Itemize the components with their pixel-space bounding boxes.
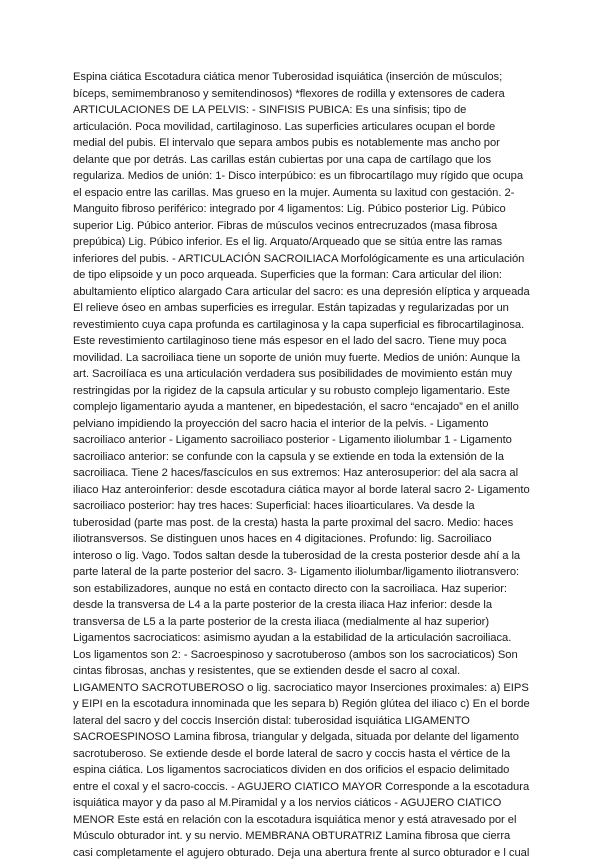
text-line: delante que por detrás. Las carillas están cubiertas por una capa de cartílago que los	[73, 152, 525, 169]
text-line: superior Lig. Púbico anterior. Fibras de músculos vecinos entrecruzados (masa fibrosa	[73, 218, 525, 235]
text-line: Espina ciática Escotadura ciática menor Tuberosidad isquiática (inserción de músculos;	[73, 69, 525, 86]
text-line: medial del pubis. El intervalo que separa ambos pubis es notablemente mas ancho por	[73, 135, 525, 152]
text-line: restringidas por la rigidez de la capsula articular y su robusto complejo ligamentario. Este	[73, 383, 525, 400]
text-line: prepúbica) Lig. Púbico inferior. Es el lig. Arquato/Arqueado que se sitúa entre las ramas	[73, 234, 525, 251]
text-line: tuberosidad (parte mas post. de la cresta) hasta la parte proximal del sacro. Medio: haces	[73, 515, 525, 532]
text-line: son estabilizadores, aunque no está en contacto directo con la sacroiliaca. Haz superior:	[73, 581, 525, 598]
text-line: espina ciática. Los ligamentos sacrociaticos dividen en dos orificios el espacio delimitado	[73, 762, 525, 779]
text-line: casi completamente el agujero obturado. Deja una abertura frente al surco obturador e l cual	[73, 845, 525, 861]
text-line: interoso o lig. Vago. Todos saltan desde la tuberosidad de la cresta posterior desde ahí a la	[73, 548, 525, 565]
text-line: parte lateral de la parte posterior del sacro. 3- Ligamento iliolumbar/ligamento iliotransvero:	[73, 564, 525, 581]
text-line: el espacio entre las carillas. Mas grueso en la mujer. Aumenta su laxitud con gestación. 2-	[73, 185, 525, 202]
text-line: Manguito fibroso periférico: integrado por 4 ligamentos: Lig. Púbico posterior Lig. Púbico	[73, 201, 525, 218]
text-line: iliaco Haz anteroinferior: desde escotadura ciática mayor al borde lateral sacro 2- Ligamento	[73, 482, 525, 499]
text-line: revestimiento cuya capa profunda es cartilaginosa y la capa superficial es fibrocartilaginosa.	[73, 317, 525, 334]
text-line: SACROESPINOSO Lamina fibrosa, triangular y delgada, situada por delante del ligamento	[73, 729, 525, 746]
body-text	[73, 69, 525, 861]
text-line: regulariza. Medios de unión: 1- Disco interpúbico: es un fibrocartílago muy rígido que ocupa	[73, 168, 525, 185]
text-line: sacroiliaco anterior: se confunde con la capsula y se extiende en toda la extensión de la	[73, 449, 525, 466]
text-line: iliotransversos. Se distinguen unos haces en 4 digitaciones. Profundo: lig. Sacroiliaco	[73, 531, 525, 548]
text-line: y EIPI en la escotadura innominada que les separa b) Región glútea del iliaco c) En el borde	[73, 696, 525, 713]
text-line: cintas fibrosas, anchas y resistentes, que se extienden desde el sacro al coxal.	[73, 663, 525, 680]
text-line: movilidad. La sacroiliaca tiene un soporte de unión muy fuerte. Medios de unión: Aunque la	[73, 350, 525, 367]
text-line: Ligamentos sacrociaticos: asimismo ayudan a la estabilidad de la articulación sacroiliaca.	[73, 630, 525, 647]
text-line: ARTICULACIONES DE LA PELVIS: - SINFISIS PUBICA: Es una sínfisis; tipo de	[73, 102, 525, 119]
text-line: isquiática mayor y da paso al M.Piramidal y a los nervios ciáticos - AGUJERO CIATICO	[73, 795, 525, 812]
text-line: transversa de L5 a la parte posterior de la cresta iliaca (medialmente al haz superior)	[73, 614, 525, 631]
text-line: El relieve óseo en ambas superficies es irregular. Están tapizadas y regularizadas por un	[73, 300, 525, 317]
text-line: pelviano impidiendo la proyección del sacro hacia el interior de la pelvis. - Ligamento	[73, 416, 525, 433]
text-line: Músculo obturador int. y su nervio. MEMBRANA OBTURATRIZ Lamina fibrosa que cierra	[73, 828, 525, 845]
text-line: MENOR Este está en relación con la escotadura isquiática menor y está atravesado por el	[73, 812, 525, 829]
text-line: sacroiliaco posterior: hay tres haces: Superficial: haces ilioarticulares. Va desde la	[73, 498, 525, 515]
text-line: entre el coxal y el sacro-coccis. - AGUJERO CIATICO MAYOR Corresponde a la escotadura	[73, 779, 525, 796]
text-line: sacroiliaco anterior - Ligamento sacroiliaco posterior - Ligamento iliolumbar 1 - Ligamento	[73, 432, 525, 449]
text-line: inferiores del pubis. - ARTICULACIÓN SACROILIACA Morfológicamente es una articulación	[73, 251, 525, 268]
text-line: LIGAMENTO SACROTUBEROSO o lig. sacrociatico mayor Inserciones proximales: a) EIPS	[73, 680, 525, 697]
text-line: desde la transversa de L4 a la parte posterior de la cresta iliaca Haz inferior: desde la	[73, 597, 525, 614]
text-line: abultamiento elíptico alargado Cara articular del sacro: es una depresión elíptica y arqueada	[73, 284, 525, 301]
text-line: articulación. Poca movilidad, cartilaginoso. Las superficies articulares ocupan el borde	[73, 119, 525, 136]
text-line: de tipo elipsoide y un poco arqueada. Superficies que la forman: Cara articular del ilion:	[73, 267, 525, 284]
text-line: bíceps, semimembranoso y semitendinosos) *flexores de rodilla y extensores de cadera	[73, 86, 525, 103]
text-line: art. Sacroilíaca es una articulación verdadera sus posibilidades de movimiento están muy	[73, 366, 525, 383]
text-line: Los ligamentos son 2: - Sacroespinoso y sacrotuberoso (ambos son los sacrociaticos) Son	[73, 647, 525, 664]
text-line: complejo ligamentario ayuda a mantener, en bipedestación, el sacro “encajado” en el anillo	[73, 399, 525, 416]
text-line: sacrotuberoso. Se extiende desde el borde lateral de sacro y coccis hasta el vértice de la	[73, 746, 525, 763]
text-line: lateral del sacro y del coccis Inserción distal: tuberosidad isquiática LIGAMENTO	[73, 713, 525, 730]
text-line: Este revestimiento cartilaginoso tiene más espesor en el lado del sacro. Tiene muy poca	[73, 333, 525, 350]
text-line: sacroiliaca. Tiene 2 haces/fascículos en sus extremos: Haz anterosuperior: del ala sacra al	[73, 465, 525, 482]
